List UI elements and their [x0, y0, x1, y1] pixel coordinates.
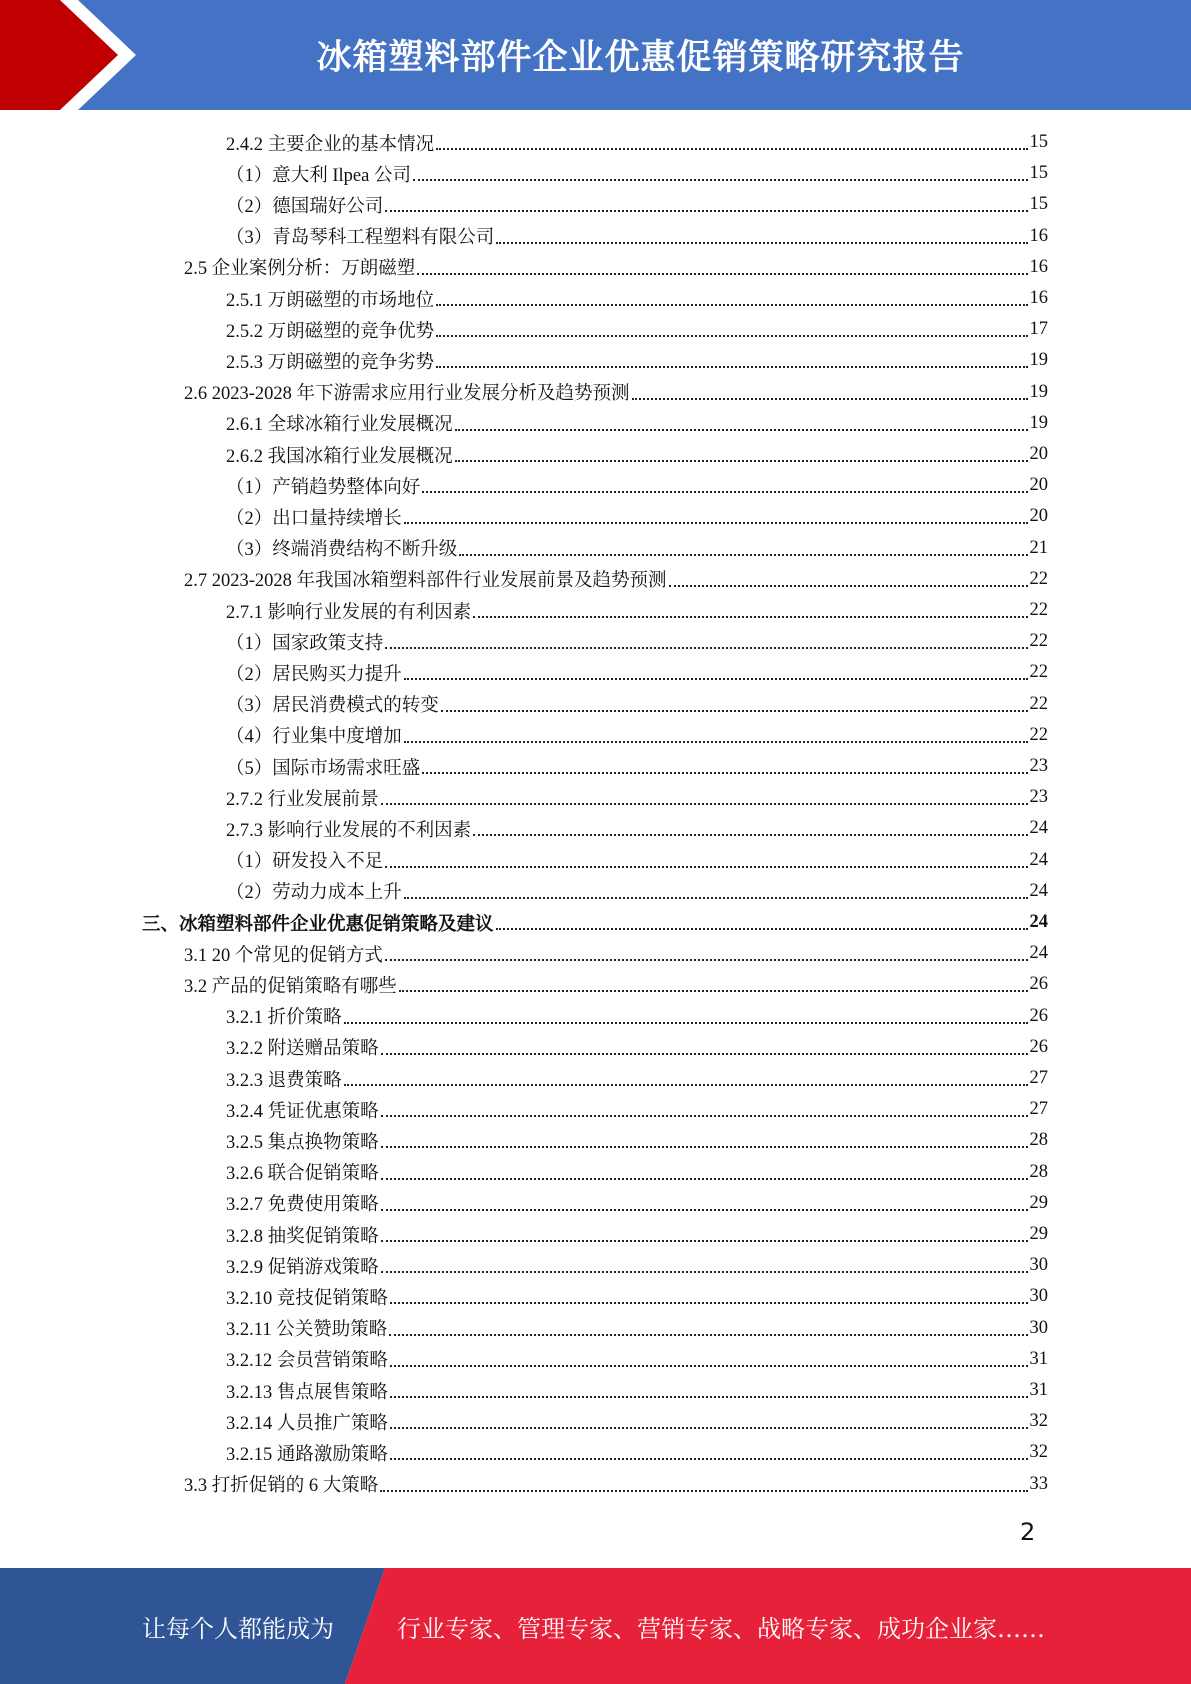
toc-entry[interactable] [226, 127, 1048, 158]
toc-entry[interactable] [226, 470, 1048, 501]
toc-entry-title: （3）终端消费结构不断升级 [226, 540, 458, 561]
toc-entry-page: 29 [1029, 1192, 1048, 1213]
toc-entry-page: 30 [1029, 1317, 1048, 1338]
toc-dot-leader [381, 1157, 1028, 1188]
toc-entry-title: （3）居民消费模式的转变 [226, 696, 439, 717]
toc-entry-page: 19 [1029, 412, 1048, 433]
toc-entry-page: 28 [1029, 1161, 1048, 1182]
toc-entry[interactable] [226, 1375, 1048, 1406]
toc-entry-title: 3.2.5 集点换物策略 [226, 1132, 379, 1153]
toc-dot-leader [381, 1188, 1028, 1219]
toc-entry[interactable] [226, 408, 1048, 439]
toc-dot-leader [381, 1032, 1028, 1063]
toc-entry-page: 24 [1029, 880, 1048, 901]
toc-entry-page: 20 [1029, 506, 1048, 527]
toc-entry-page: 33 [1029, 1473, 1048, 1494]
toc-dot-leader [496, 221, 1027, 252]
toc-entry-page: 32 [1029, 1442, 1048, 1463]
toc-entry[interactable] [226, 158, 1048, 189]
toc-entry[interactable] [226, 720, 1048, 751]
toc-dot-leader [473, 813, 1027, 844]
toc-dot-leader [436, 127, 1027, 158]
toc-entry[interactable] [226, 595, 1048, 626]
toc-dot-leader [404, 876, 1028, 907]
toc-dot-leader [381, 782, 1028, 813]
toc-dot-leader [441, 689, 1028, 720]
toc-dot-leader [385, 938, 1028, 969]
toc-dot-leader [459, 533, 1027, 564]
toc-entry-page: 22 [1029, 724, 1048, 745]
toc-entry[interactable] [184, 1469, 1048, 1500]
toc-entry-page: 27 [1029, 1099, 1048, 1120]
toc-entry[interactable] [226, 533, 1048, 564]
toc-entry[interactable] [226, 657, 1048, 688]
toc-entry[interactable] [226, 314, 1048, 345]
toc-entry-title: 三、冰箱塑料部件企业优惠促销策略及建议 [142, 914, 494, 935]
toc-entry-page: 23 [1029, 756, 1048, 776]
toc-entry-page: 28 [1029, 1130, 1048, 1151]
toc-entry-page: 31 [1029, 1348, 1048, 1369]
toc-entry[interactable] [226, 1313, 1048, 1344]
toc-entry-title: （1）研发投入不足 [226, 852, 384, 873]
toc-entry[interactable] [184, 564, 1048, 595]
toc-entry-title: （5）国际市场需求旺盛 [226, 758, 421, 779]
toc-entry[interactable] [226, 1406, 1048, 1437]
toc-entry-title: 3.2.12 会员营销策略 [226, 1351, 388, 1372]
toc-entry-title: 2.7.2 行业发展前景 [226, 789, 379, 810]
toc-entry[interactable] [226, 1063, 1048, 1094]
toc-entry-title: 3.2.14 人员推广策略 [226, 1413, 388, 1434]
toc-entry-page: 32 [1029, 1411, 1048, 1432]
toc-entry[interactable] [226, 782, 1048, 813]
toc-entry-title: 2.5.3 万朗磁塑的竞争劣势 [226, 352, 435, 373]
toc-entry-title: 2.7 2023-2028 年我国冰箱塑料部件行业发展前景及趋势预测 [184, 571, 667, 592]
toc-entry-title: 2.7.3 影响行业发展的不利因素 [226, 820, 472, 841]
toc-dot-leader [404, 501, 1028, 532]
toc-dot-leader [404, 720, 1028, 751]
toc-entry[interactable] [226, 439, 1048, 470]
toc-entry-title: （1）国家政策支持 [226, 633, 384, 654]
toc-dot-leader [381, 1094, 1028, 1125]
toc-entry[interactable] [226, 1219, 1048, 1250]
toc-entry-title: 3.2.4 凭证优惠策略 [226, 1101, 379, 1122]
toc-entry-title: 2.7.1 影响行业发展的有利因素 [226, 602, 472, 623]
toc-entry-title: 3.2.2 附送赠品策略 [226, 1039, 379, 1060]
toc-entry-title: 2.6.1 全球冰箱行业发展概况 [226, 415, 453, 436]
toc-entry[interactable] [226, 1157, 1048, 1188]
toc-dot-leader [390, 1281, 1028, 1312]
toc-dot-leader [344, 1001, 1028, 1032]
toc-entry-page: 27 [1029, 1068, 1048, 1088]
toc-entry-page: 24 [1029, 849, 1048, 870]
toc-entry-title: 3.3 打折促销的 6 大策略 [184, 1476, 379, 1497]
toc-dot-leader [380, 1469, 1027, 1500]
toc-dot-leader [381, 1219, 1028, 1250]
footer-slogan-left: 让每个人都能成为 [142, 1614, 334, 1643]
toc-dot-leader [632, 377, 1028, 408]
toc-entry-page: 24 [1029, 943, 1048, 964]
toc-dot-leader [385, 626, 1027, 657]
toc-dot-leader [455, 408, 1028, 439]
page-number: 2 [1020, 1518, 1036, 1546]
toc-dot-leader [436, 345, 1027, 376]
toc-entry[interactable] [226, 1281, 1048, 1312]
toc-entry[interactable] [226, 1344, 1048, 1375]
toc-entry-title: （1）意大利 Ilpea 公司 [226, 165, 411, 186]
toc-dot-leader [669, 564, 1028, 595]
toc-entry-page: 31 [1029, 1380, 1048, 1400]
toc-dot-leader [496, 907, 1028, 938]
toc-entry[interactable] [184, 252, 1048, 283]
toc-entry[interactable] [226, 1125, 1048, 1156]
toc-entry-title: （2）劳动力成本上升 [226, 883, 402, 904]
toc-entry-page: 22 [1029, 662, 1048, 683]
toc-entry-page: 20 [1029, 444, 1048, 464]
toc-dot-leader [436, 283, 1027, 314]
toc-dot-leader [389, 1313, 1027, 1344]
toc-dot-leader [417, 252, 1027, 283]
toc-dot-leader [473, 595, 1027, 626]
toc-entry-title: 3.2.1 折价策略 [226, 1008, 342, 1029]
page-header [0, 0, 1191, 110]
toc-entry-title: （3）青岛琴科工程塑料有限公司 [226, 228, 495, 249]
toc-entry[interactable] [226, 1032, 1048, 1063]
toc-dot-leader [422, 751, 1027, 782]
toc-entry-page: 23 [1029, 787, 1048, 808]
toc-entry[interactable] [226, 876, 1048, 907]
toc-entry[interactable] [226, 813, 1048, 844]
toc-entry-page: 30 [1029, 1255, 1048, 1276]
toc-dot-leader [381, 1250, 1028, 1281]
toc-entry-title: 3.2.10 竞技促销策略 [226, 1288, 388, 1309]
toc-entry-title: 3.2.8 抽奖促销策略 [226, 1226, 379, 1247]
toc-dot-leader [390, 1344, 1028, 1375]
toc-dot-leader [404, 657, 1028, 688]
toc-entry[interactable] [226, 1001, 1048, 1032]
toc-entry-title: （2）居民购买力提升 [226, 664, 402, 685]
toc-entry[interactable] [226, 845, 1048, 876]
toc-entry[interactable] [226, 1094, 1048, 1125]
toc-entry[interactable] [184, 377, 1048, 408]
toc-entry-page: 15 [1029, 132, 1048, 152]
toc-entry-title: 3.2 产品的促销策略有哪些 [184, 976, 397, 997]
toc-entry[interactable] [226, 1437, 1048, 1468]
toc-dot-leader [413, 158, 1028, 189]
toc-entry[interactable] [226, 626, 1048, 657]
toc-entry[interactable] [184, 938, 1048, 969]
toc-entry-page: 16 [1029, 288, 1048, 308]
toc-entry-title: 3.2.11 公关赞助策略 [226, 1320, 388, 1341]
toc-entry-title: 3.2.3 退费策略 [226, 1070, 342, 1091]
toc-dot-leader [390, 1437, 1028, 1468]
toc-entry[interactable] [184, 969, 1048, 1000]
toc-dot-leader [385, 845, 1027, 876]
toc-entry-title: 2.5 企业案例分析：万朗磁塑 [184, 259, 416, 280]
toc-dot-leader [344, 1063, 1028, 1094]
toc-entry-page: 15 [1029, 163, 1048, 184]
toc-entry-page: 26 [1029, 1005, 1048, 1026]
toc-entry[interactable] [226, 283, 1048, 314]
toc-entry-title: （2）德国瑞好公司 [226, 196, 384, 217]
toc-dot-leader [436, 314, 1027, 345]
header-title: 冰箱塑料部件企业优惠促销策略研究报告 [316, 38, 965, 78]
toc-entry[interactable] [226, 345, 1048, 376]
toc-dot-leader [381, 1125, 1028, 1156]
toc-entry[interactable] [226, 501, 1048, 532]
header-red-arrow [0, 0, 150, 110]
toc-entry-page: 20 [1029, 475, 1048, 496]
toc-entry-title: 3.2.7 免费使用策略 [226, 1195, 379, 1216]
toc-entry-page: 24 [1029, 912, 1048, 932]
toc-entry-page: 30 [1029, 1286, 1048, 1307]
toc-entry-title: 2.5.2 万朗磁塑的竞争优势 [226, 321, 435, 342]
toc-entry-page: 16 [1029, 256, 1048, 277]
toc-entry-page: 26 [1029, 1036, 1048, 1057]
toc-entry-page: 24 [1029, 818, 1048, 839]
toc-entry-page: 19 [1029, 350, 1048, 371]
toc-entry-title: 3.2.15 通路激励策略 [226, 1444, 388, 1465]
toc-entry-page: 22 [1029, 568, 1048, 589]
toc-entry-page: 21 [1029, 537, 1048, 558]
toc-entry-page: 22 [1029, 600, 1048, 620]
toc-entry-title: 2.4.2 主要企业的基本情况 [226, 134, 435, 155]
toc-entry-title: 3.2.6 联合促销策略 [226, 1164, 379, 1185]
toc-entry-page: 16 [1029, 225, 1048, 246]
toc-entry[interactable] [142, 907, 1048, 938]
toc-entry-page: 15 [1029, 194, 1048, 215]
toc-entry-page: 19 [1029, 381, 1048, 402]
toc-entry-title: 3.1 20 个常见的促销方式 [184, 945, 383, 966]
toc-entry-title: （1）产销趋势整体向好 [226, 477, 421, 498]
toc-entry-title: 2.6 2023-2028 年下游需求应用行业发展分析及趋势预测 [184, 384, 630, 405]
toc-entry-title: 3.2.9 促销游戏策略 [226, 1257, 379, 1278]
toc-entry-page: 29 [1029, 1224, 1048, 1244]
toc-entry-page: 22 [1029, 693, 1048, 714]
toc-dot-leader [385, 189, 1027, 220]
toc-dot-leader [390, 1375, 1028, 1406]
toc-entry-page: 17 [1029, 319, 1048, 340]
toc-entry-title: 2.6.2 我国冰箱行业发展概况 [226, 446, 453, 467]
toc-entry-page: 26 [1029, 974, 1048, 995]
toc-entry[interactable] [226, 189, 1048, 220]
footer-slogan-right: 行业专家、管理专家、营销专家、战略专家、成功企业家…… [397, 1614, 1045, 1643]
toc-entry[interactable] [226, 1188, 1048, 1219]
toc-dot-leader [455, 439, 1028, 470]
toc-dot-leader [399, 969, 1028, 1000]
toc-entry-page: 22 [1029, 631, 1048, 652]
toc-entry-title: 2.5.1 万朗磁塑的市场地位 [226, 290, 435, 311]
toc-dot-leader [390, 1406, 1028, 1437]
toc-entry[interactable] [226, 751, 1048, 782]
toc-entry[interactable] [226, 1250, 1048, 1281]
toc-entry[interactable] [226, 689, 1048, 720]
toc-entry-title: （4）行业集中度增加 [226, 727, 402, 748]
toc-entry-title: （2）出口量持续增长 [226, 508, 402, 529]
page-footer [0, 1568, 1191, 1684]
toc-entry[interactable] [226, 221, 1048, 252]
toc-dot-leader [422, 470, 1027, 501]
toc-entry-title: 3.2.13 售点展售策略 [226, 1382, 388, 1403]
